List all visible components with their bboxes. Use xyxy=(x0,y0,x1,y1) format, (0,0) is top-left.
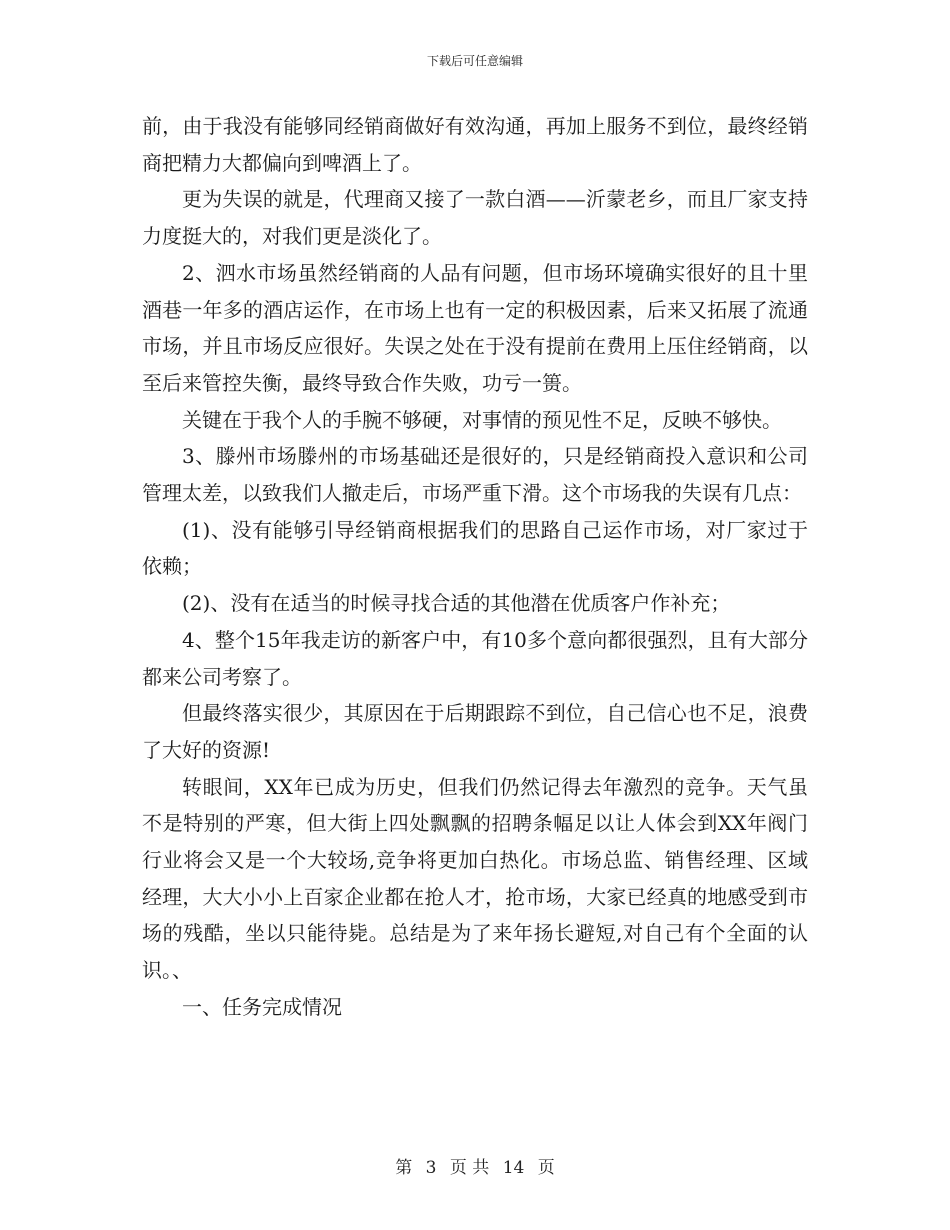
paragraph: 关键在于我个人的手腕不够硬，对事情的预见性不足，反映不够快。 xyxy=(182,407,782,432)
page-header: 下载后可任意编辑 xyxy=(426,54,523,68)
paragraph: (1)、没有能够引导经销商根据我们的思路自己运作市场，对厂家过于依赖； xyxy=(142,517,808,579)
paragraph: 4、整个15年我走访的新客户中，有10多个意向都很强烈，且有大部分都来公司考察了。 xyxy=(142,627,808,689)
total-page-count: 14 xyxy=(502,1158,525,1178)
section-heading: 一、任务完成情况 xyxy=(182,994,342,1019)
footer-prefix: 第 xyxy=(395,1158,413,1178)
current-page-number: 3 xyxy=(425,1158,437,1178)
paragraph: 转眼间，XX年已成为历史，但我们仍然记得去年激烈的竞争。天气虽不是特别的严寒，但大街上四处飘飘的招聘条幅足以让人体会到XX年阀门行业将会又是一个大较场,竞争将更加白热化。市场总监、销售经理、区域经理，大大小小上百家企业都在抢人才，抢市场，大家已经真的地感受到市场的残酷，坐以只能待毙。总结是为了来年扬长避短,对自己有个全面的认识。、 xyxy=(142,774,808,983)
document-body xyxy=(142,108,808,1026)
paragraph: 前，由于我没有能够同经销商做好有效沟通，再加上服务不到位，最终经销商把精力大都偏向到啤酒上了。 xyxy=(142,114,808,175)
paragraph: 但最终落实很少，其原因在于后期跟踪不到位，自己信心也不足，浪费了大好的资源! xyxy=(142,701,808,762)
footer-middle: 页 共 xyxy=(449,1158,490,1178)
paragraph: (2)、没有在适当的时候寻找合适的其他潜在优质客户作补充； xyxy=(182,591,731,616)
paragraph: 2、泗水市场虽然经销商的人品有问题，但市场环境确实很好的且十里酒巷一年多的酒店运作，在市场上也有一定的积极因素，后来又拓展了流通市场，并且市场反应很好。失误之处在于没有提前在费用上压住经销商，以至后来管控失衡，最终导致合作失败，功亏一篑。 xyxy=(142,260,808,395)
footer-suffix: 页 xyxy=(537,1158,555,1178)
paragraph: 3、滕州市场滕州的市场基础还是很好的，只是经销商投入意识和公司管理太差，以致我们人撤走后，市场严重下滑。这个市场我的失误有几点： xyxy=(142,444,808,506)
page-footer xyxy=(0,1153,950,1178)
paragraph: 更为失误的就是，代理商又接了一款白酒——沂蒙老乡，而且厂家支持力度挺大的，对我们更是淡化了。 xyxy=(142,187,808,249)
